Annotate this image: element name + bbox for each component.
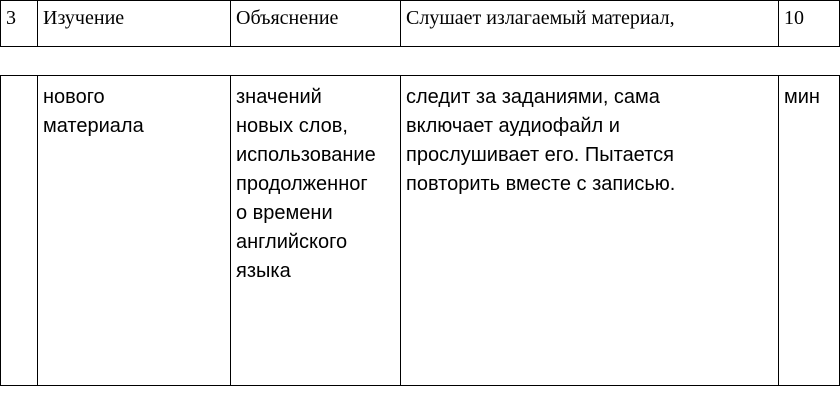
cell-number — [0, 76, 38, 385]
text-line: нового — [43, 86, 105, 108]
text-line: о времени — [236, 202, 333, 224]
text-line: продолженног — [236, 173, 368, 195]
cell-time — [779, 76, 840, 385]
text-line: материала — [43, 115, 144, 137]
cell-teacher-activity: Объяснение — [231, 1, 401, 46]
cell-teacher-activity — [231, 76, 401, 385]
text-line: новых слов, — [236, 115, 348, 137]
text-line: английского — [236, 231, 348, 253]
text-line: значений — [236, 86, 322, 108]
table-row — [0, 0, 840, 47]
text-line: прослушивает его. Пытается — [406, 144, 674, 166]
text-line: использование — [236, 144, 376, 166]
text-line: языка — [236, 260, 291, 282]
cell-student-activity — [401, 76, 779, 385]
cell-student-activity: Слушает излагаемый материал, — [401, 1, 779, 46]
text-line: следит за заданиями, сама — [406, 86, 660, 108]
cell-stage: Изучение — [38, 1, 231, 46]
cell-time: 10 — [779, 1, 840, 46]
table-row — [0, 75, 840, 386]
text-line: мин — [784, 86, 820, 108]
cell-stage — [38, 76, 231, 385]
text-line: повторить вместе с записью. — [406, 173, 676, 195]
text-line: включает аудиофайл и — [406, 115, 620, 137]
cell-number: 3 — [0, 1, 38, 46]
